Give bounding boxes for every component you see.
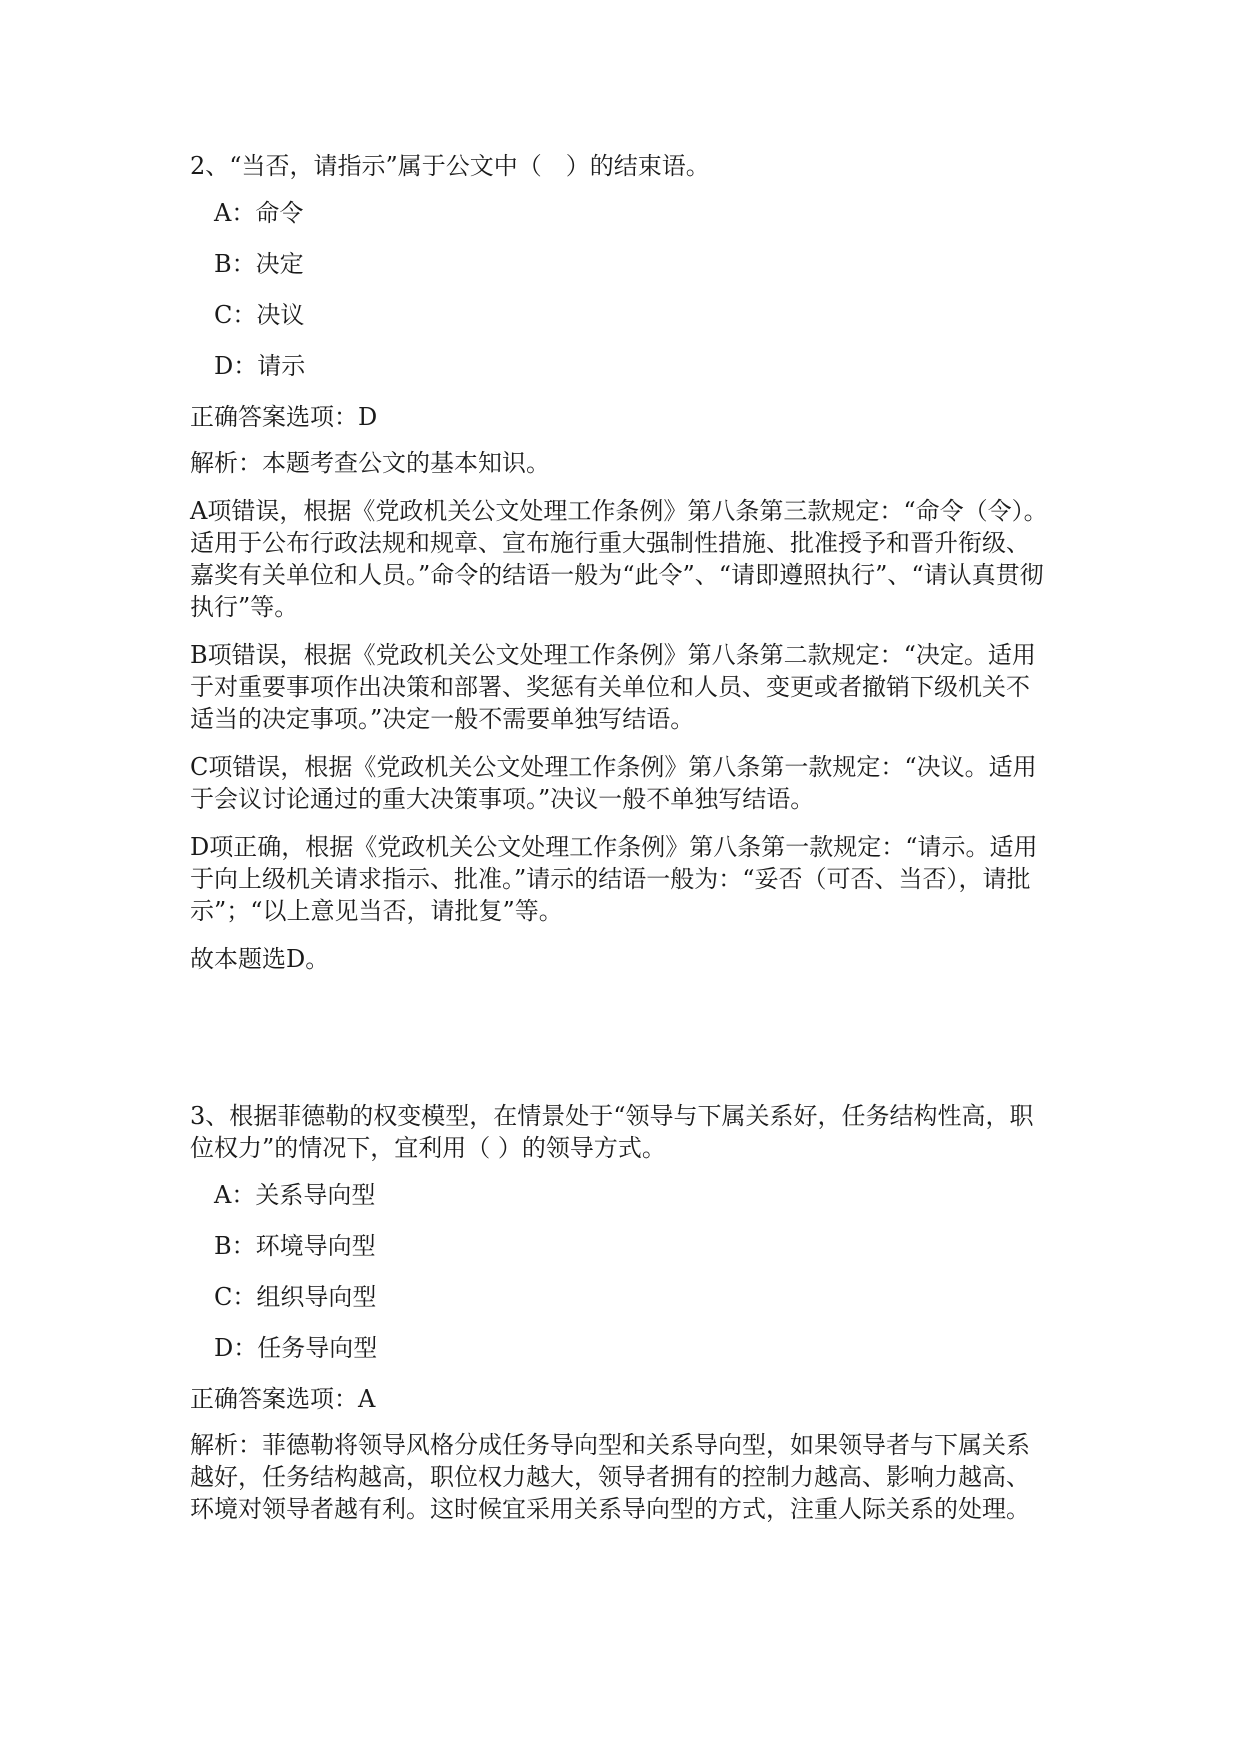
question-stem: 3、根据菲德勒的权变模型，在情景处于“领导与下属关系好，任务结构性高，职位权力”的情况下，宜利用（ ）的领导方式。 (190, 1102, 1034, 1162)
option-d: D：请示 (214, 352, 306, 380)
question-3 (190, 1100, 1050, 1541)
analysis-intro: 解析：本题考查公文的基本知识。 (190, 449, 550, 477)
option-list (190, 197, 1050, 382)
option-a: A：关系导向型 (214, 1181, 376, 1209)
option-c: C：决议 (214, 301, 305, 329)
analysis-conclusion: 故本题选D。 (190, 945, 330, 973)
question-stem: 2、“当否，请指示”属于公文中（ ）的结束语。 (190, 152, 710, 180)
option-c: C：组织导向型 (214, 1283, 377, 1311)
analysis-option-c: C项错误，根据《党政机关公文处理工作条例》第八条第一款规定：“决议。适用于会议讨论通过的重大决策事项。”决议一般不单独写结语。 (190, 753, 1037, 813)
analysis-text: 解析：菲德勒将领导风格分成任务导向型和关系导向型，如果领导者与下属关系越好，任务结构越高，职位权力越大，领导者拥有的控制力越高、影响力越高、环境对领导者越有利。这时候宜采用关系导向型的方式，注重人际关系的处理。 (190, 1431, 1030, 1523)
analysis-option-d: D项正确，根据《党政机关公文处理工作条例》第八条第一款规定：“请示。适用于向上级机关请求指示、批准。”请示的结语一般为：“妥否（可否、当否），请批示”；“以上意见当否，请批复”等。 (190, 833, 1038, 925)
option-b: B：环境导向型 (214, 1232, 376, 1260)
correct-answer: 正确答案选项：D (190, 403, 378, 431)
option-a: A：命令 (214, 199, 304, 227)
option-list (190, 1179, 1050, 1364)
option-b: B：决定 (214, 250, 304, 278)
option-d: D：任务导向型 (214, 1334, 378, 1362)
question-2 (190, 150, 1050, 991)
analysis-option-a: A项错误，根据《党政机关公文处理工作条例》第八条第三款规定：“命令（令）。适用于公布行政法规和规章、宣布施行重大强制性措施、批准授予和晋升衔级、嘉奖有关单位和人员。”命令的结语一般为“此令”、“请即遵照执行”、“请认真贯彻执行”等。 (190, 497, 1048, 621)
correct-answer: 正确答案选项：A (190, 1385, 376, 1413)
analysis-option-b: B项错误，根据《党政机关公文处理工作条例》第八条第二款规定：“决定。适用于对重要事项作出决策和部署、奖惩有关单位和人员、变更或者撤销下级机关不适当的决定事项。”决定一般不需要单独写结语。 (190, 641, 1036, 733)
